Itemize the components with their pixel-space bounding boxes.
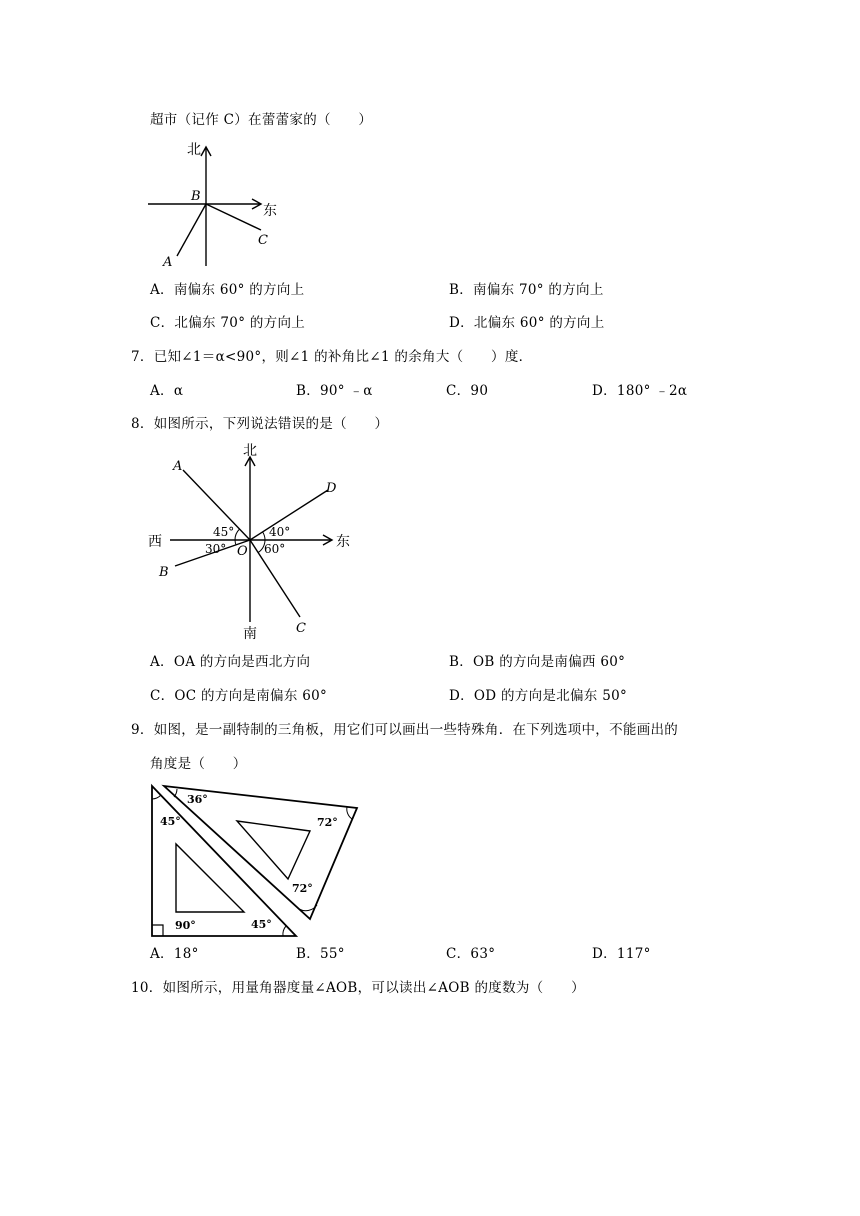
q8-label-north: 北 xyxy=(243,443,257,459)
q7-option-d[interactable]: D．180° ﹣2α xyxy=(592,383,688,399)
q8-label-b: B xyxy=(159,565,169,580)
q8-angle-40: 40° xyxy=(269,525,291,539)
q9-stem-line1: 9．如图，是一副特制的三角板，用它们可以画出一些特殊角．在下列选项中，不能画出的 xyxy=(131,722,679,738)
q8-option-d[interactable]: D．OD 的方向是北偏东 50° xyxy=(449,688,628,704)
q9-angle-45-left: 45° xyxy=(160,815,181,828)
q7-option-b[interactable]: B．90° ﹣α xyxy=(296,383,373,399)
q9-option-c[interactable]: C．63° xyxy=(446,946,496,962)
q8-label-c: C xyxy=(296,621,306,636)
q9-angle-36: 36° xyxy=(187,793,208,806)
q6-label-east: 东 xyxy=(263,203,277,219)
q9-arc-45-left xyxy=(152,795,161,799)
q8-label-west: 西 xyxy=(148,534,162,550)
q6-label-a: A xyxy=(163,255,173,268)
q10-stem: 10．如图所示，用量角器度量∠AOB，可以读出∠AOB 的度数为（ ） xyxy=(131,980,585,996)
q6-label-north: 北 xyxy=(187,142,201,158)
q9-right-angle-mark xyxy=(152,925,163,936)
q8-label-east: 东 xyxy=(336,534,350,550)
q8-stem: 8．如图所示，下列说法错误的是（ ） xyxy=(131,416,389,432)
q8-arc-a xyxy=(235,529,240,540)
q8-label-south: 南 xyxy=(243,626,257,642)
q9-stem-line2: 角度是（ ） xyxy=(150,756,247,772)
q6-compass-figure xyxy=(145,138,285,268)
q6-label-b: B xyxy=(191,189,201,204)
q8-angle-60: 60° xyxy=(264,542,286,556)
q6-label-c: C xyxy=(258,233,268,248)
q9-angle-90: 90° xyxy=(175,919,196,932)
q8-label-d: D xyxy=(326,481,337,496)
q6-stem: 超市（记作 C）在蕾蕾家的（ ） xyxy=(150,112,373,128)
q9-option-d[interactable]: D．117° xyxy=(592,946,651,962)
q7-option-c[interactable]: C．90 xyxy=(446,383,489,399)
q6-option-a[interactable]: A．南偏东 60° 的方向上 xyxy=(150,282,305,298)
q8-option-b[interactable]: B．OB 的方向是南偏西 60° xyxy=(449,654,626,670)
q8-option-c[interactable]: C．OC 的方向是南偏东 60° xyxy=(150,688,328,704)
q8-angle-45: 45° xyxy=(213,525,235,539)
q9-angle-45-bottom: 45° xyxy=(251,918,272,931)
q8-angle-30: 30° xyxy=(205,542,227,556)
q8-label-o: O xyxy=(237,544,248,559)
q9-option-a[interactable]: A．18° xyxy=(150,946,199,962)
q6-ray-ba xyxy=(177,204,206,256)
q9-arc-45-bottom xyxy=(283,926,286,936)
q8-option-a[interactable]: A．OA 的方向是西北方向 xyxy=(150,654,311,670)
q7-stem: 7．已知∠1＝α<90°，则∠1 的补角比∠1 的余角大（ ）度． xyxy=(131,349,533,365)
q8-label-a: A xyxy=(173,459,183,474)
q9-angle-72-bottom: 72° xyxy=(292,882,313,895)
q6-option-b[interactable]: B．南偏东 70° 的方向上 xyxy=(449,282,604,298)
q9-option-b[interactable]: B．55° xyxy=(296,946,345,962)
q8-arc-b xyxy=(235,540,236,545)
q9-right-triangle-inner xyxy=(176,844,244,912)
q7-option-a[interactable]: A．α xyxy=(150,383,184,399)
q6-option-c[interactable]: C．北偏东 70° 的方向上 xyxy=(150,315,306,331)
q9-angle-72-top: 72° xyxy=(317,816,338,829)
q6-option-d[interactable]: D．北偏东 60° 的方向上 xyxy=(449,315,605,331)
q9-triangle-rulers-figure xyxy=(147,781,362,941)
q8-arc-d xyxy=(263,532,265,540)
q8-compass-figure xyxy=(143,440,358,645)
